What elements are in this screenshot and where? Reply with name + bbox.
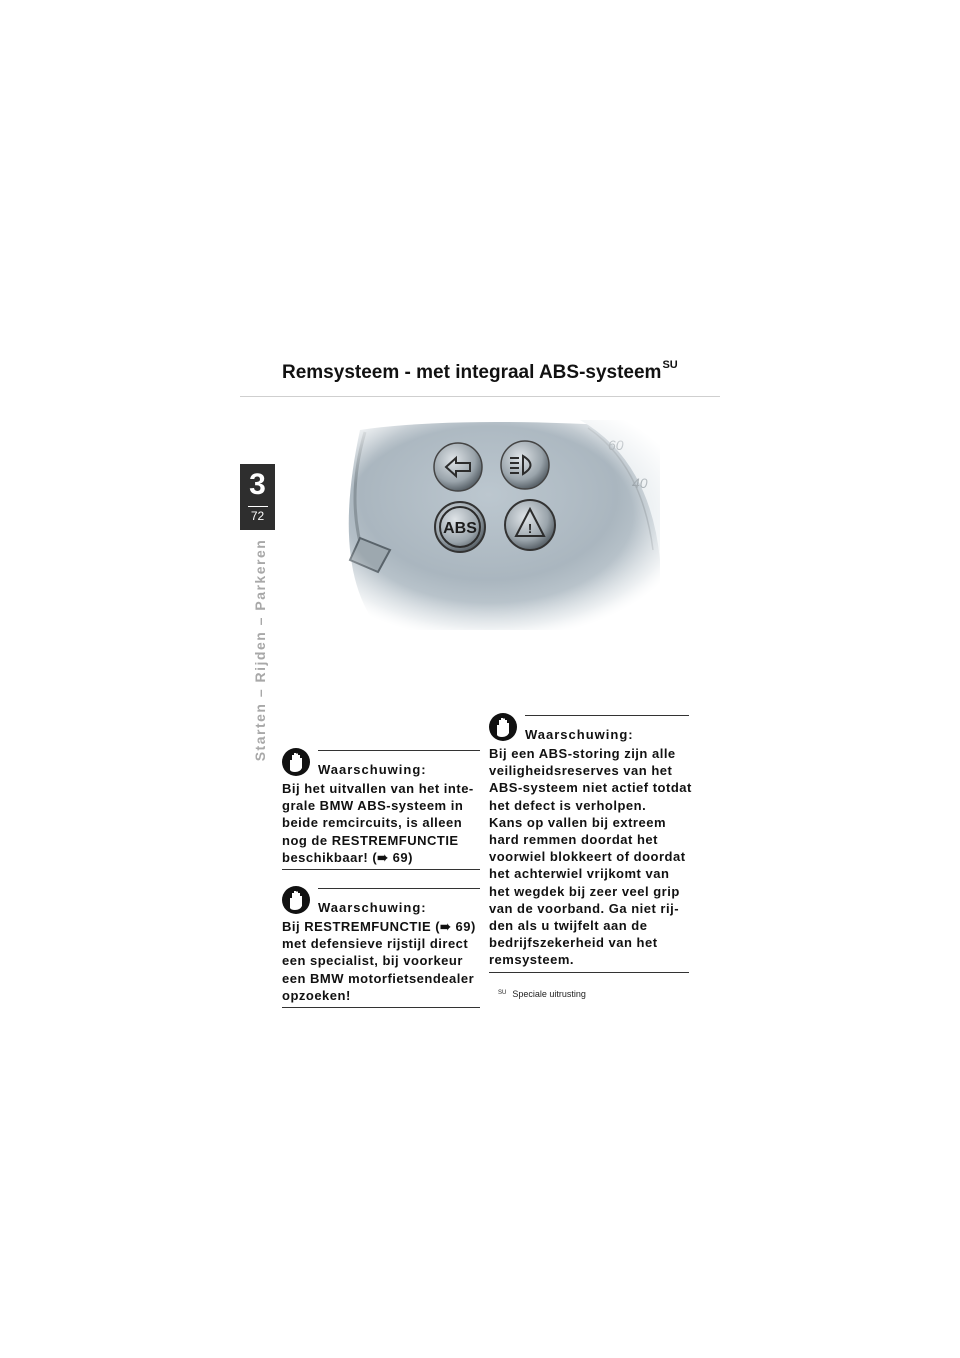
warning-line: Bij RESTREMFUNCTIE (➠ 69) xyxy=(282,919,476,934)
photo-vignette xyxy=(320,420,660,630)
warning-block-2 xyxy=(282,886,480,1008)
warning-line: den als u twijfelt aan de xyxy=(489,918,648,934)
warning-line: beide remcircuits, is alleen xyxy=(282,815,463,831)
warning-label: Waarschuwing: xyxy=(318,900,427,915)
warning-rule-top xyxy=(318,750,480,751)
warning-line: bedrijfszekerheid van het xyxy=(489,935,658,951)
warning-line: Bij het uitvallen van het inte- xyxy=(282,781,474,796)
hand-stop-icon xyxy=(489,713,517,741)
chapter-number: 3 xyxy=(249,468,266,501)
warning-line: met defensieve rijstijl direct xyxy=(282,936,469,952)
warning-line: Kans op vallen bij extreem xyxy=(489,814,667,830)
warning-line: beschikbaar! (➠ 69) xyxy=(282,849,413,865)
warning-label: Waarschuwing: xyxy=(318,762,427,777)
warning-line: grale BMW ABS-systeem in xyxy=(282,798,464,814)
page-number: 72 xyxy=(250,509,265,523)
title-divider xyxy=(240,396,720,397)
page-title-text: Remsysteem - met integraal ABS-systeem xyxy=(282,362,662,383)
page-title xyxy=(282,359,678,384)
warning-line: Bij een ABS-storing zijn alle xyxy=(489,746,676,761)
footnote-mark: SU xyxy=(498,990,507,996)
warning-line: opzoeken! xyxy=(282,987,351,1003)
hand-stop-icon xyxy=(282,886,310,914)
title-superscript: SU xyxy=(662,359,678,371)
warning-rule-bottom xyxy=(282,869,480,870)
footnote-text: Speciale uitrusting xyxy=(512,989,586,999)
warning-line: remsysteem. xyxy=(489,952,574,968)
warning-text xyxy=(489,745,692,969)
warning-line: van de voorband. Ga niet rij- xyxy=(489,900,680,916)
warning-line: ABS-systeem niet actief totdat xyxy=(489,780,692,796)
chapter-side-label: Starten – Rijden – Parkeren xyxy=(252,538,268,762)
abs-indicator-photo xyxy=(320,420,660,630)
warning-block-3 xyxy=(489,713,692,973)
warning-rule-top xyxy=(318,888,480,889)
hand-stop-icon xyxy=(282,748,310,776)
chapter-tab xyxy=(240,464,275,530)
chapter-divider xyxy=(248,506,268,507)
footnote xyxy=(498,989,586,999)
warning-text xyxy=(282,780,480,866)
warning-line: veiligheidsreserves van het xyxy=(489,763,673,779)
warning-rule-bottom xyxy=(282,1007,480,1008)
warning-line: voorwiel blokkeert of doordat xyxy=(489,849,686,865)
warning-line: hard remmen doordat het xyxy=(489,832,658,848)
warning-line: het wegdek bij zeer veel grip xyxy=(489,883,680,899)
warning-line: een BMW motorfietsendealer xyxy=(282,970,475,986)
warning-text xyxy=(282,918,480,1004)
warning-line: het defect is verholpen. xyxy=(489,797,647,813)
warning-rule-bottom xyxy=(489,972,689,973)
warning-line: nog de RESTREMFUNCTIE xyxy=(282,832,459,848)
warning-rule-top xyxy=(525,715,689,716)
warning-line: een specialist, bij voorkeur xyxy=(282,953,463,969)
warning-block-1 xyxy=(282,748,480,870)
warning-line: het achterwiel vrijkomt van xyxy=(489,866,670,882)
warning-label: Waarschuwing: xyxy=(525,727,634,742)
